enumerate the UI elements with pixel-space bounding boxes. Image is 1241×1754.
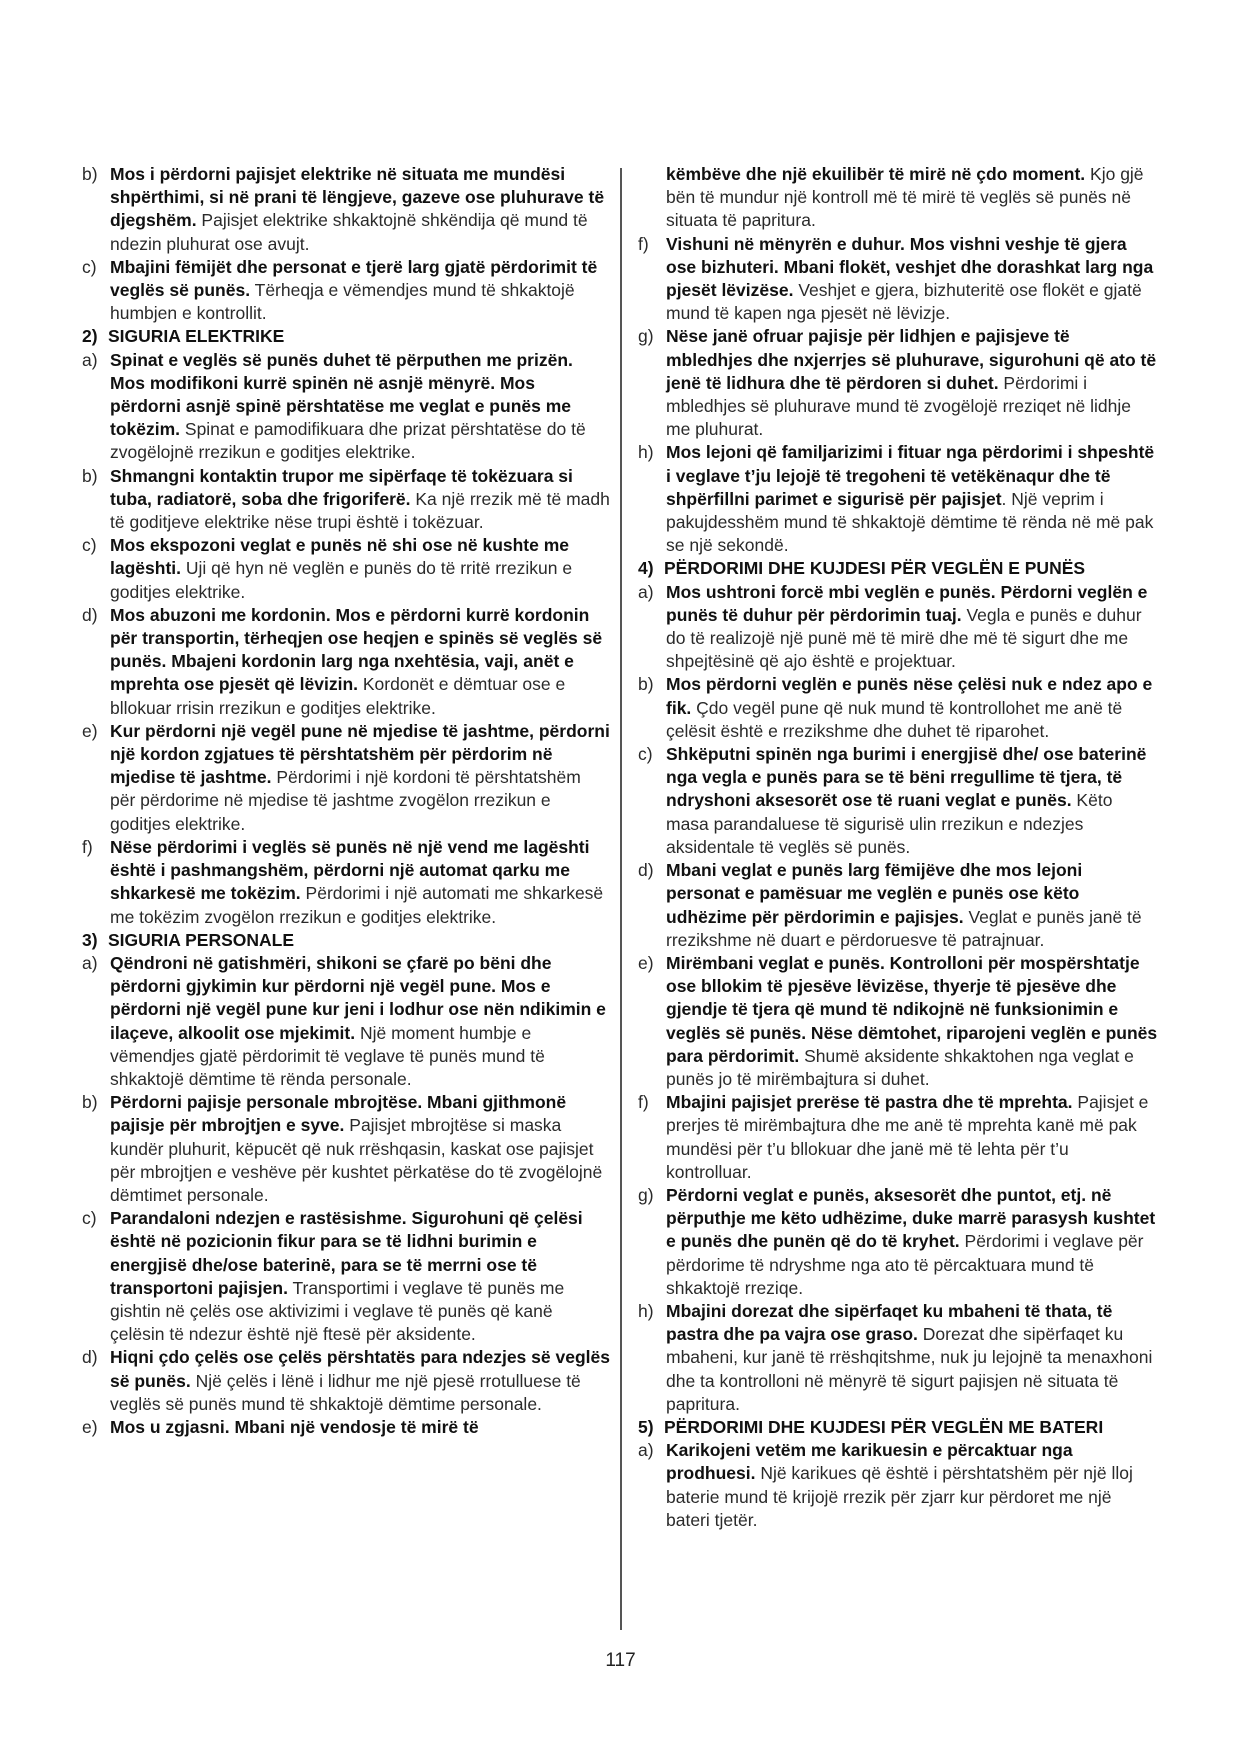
list-item	[638, 325, 1159, 441]
list-item	[638, 1439, 1159, 1532]
item-text: Veshjet e gjera, bizhuteritë ose flokët e gjatë mund të kapen nga pjesët në lëvizje.	[666, 280, 1142, 324]
section-heading	[82, 929, 610, 952]
item-text: Tërheqja e vëmendjes mund të shkaktojë humbjen e kontrollit.	[110, 280, 575, 324]
item-marker: a)	[82, 349, 98, 370]
item-bold-text: Qëndroni në gatishmëri, shikoni se çfarë po bëni dhe përdorni gjykimin kur përdorni një vegël pune. Mos e përdorni një vegël pune kur jeni i lodhur ose nën ndikimin e ilaçeve, alkoolit ose mjekimit.	[110, 952, 606, 1043]
item-marker: e)	[82, 720, 98, 741]
item-bold-text: Mbajini dorezat dhe sipërfaqet ku mbaheni të thata, të pastra dhe pa vajra ose graso.	[666, 1300, 1113, 1345]
section-title: PËRDORIMI DHE KUJDESI PËR VEGLËN ME BATERI	[664, 1416, 1104, 1437]
item-text: Këto masa parandaluese të sigurisë ulin rrezikun e ndezjes aksidentale të veglës së punës.	[666, 790, 1113, 857]
item-text: Spinat e pamodifikuara dhe prizat përshtatëse do të zvogëlojnë rrezikun e goditjes elektrike.	[110, 419, 586, 463]
item-marker: d)	[638, 860, 654, 881]
list-item	[82, 534, 610, 604]
list-item	[638, 859, 1159, 952]
item-marker: a)	[82, 952, 98, 973]
section-title: PËRDORIMI DHE KUJDESI PËR VEGLËN E PUNËS	[664, 558, 1086, 579]
item-marker: b)	[638, 674, 654, 695]
item-bold-text: Mbani veglat e punës larg fëmijëve dhe mos lejoni personat e pamësuar me veglën e punës ose këto udhëzime për përdorimin e pajisjes.	[666, 860, 1083, 927]
item-text: Veglat e punës janë të rrezikshme në duart e përdoruesve të patrajnuar.	[666, 906, 1142, 950]
list-item	[82, 952, 610, 1091]
item-bold-text: Shmangni kontaktin trupor me sipërfaqe të tokëzuara si tuba, radiatorë, soba dhe frigoriferë.	[110, 465, 573, 509]
item-bold-text: Nëse përdorimi i veglës së punës në një vend me lagështi është i pashmangshëm, përdorni një automat qarku me shkarkesë me tokëzim.	[110, 836, 590, 904]
list-item	[82, 836, 610, 929]
item-bold-text: Spinat e veglës së punës duhet të përputhen me prizën. Mos modifikoni kurrë spinën në asnjë mënyrë. Mos përdorni asnjë spinë përshtatëse me veglat e punës me tokëzim.	[110, 349, 573, 440]
section-title: SIGURIA ELEKTRIKE	[108, 326, 285, 347]
item-text: . Një veprim i pakujdesshëm mund të shkaktojë dëmtime të rënda në më pak se një sekondë.	[666, 488, 1154, 556]
item-marker: f)	[638, 233, 649, 254]
item-text: Pajisjet elektrike shkaktojnë shkëndija që mund të ndezin pluhurat ose avujt.	[110, 210, 588, 254]
item-marker: b)	[82, 164, 98, 184]
list-item	[82, 720, 610, 836]
item-bold-text: Mbajini fëmijët dhe personat e tjerë larg gjatë përdorimit të veglës së punës.	[110, 256, 598, 301]
section-number: 3)	[82, 929, 98, 950]
item-text: Përdorimi i mbledhjes së pluhurave mund të zvogëlojë rreziqet në lidhje me pluhurat.	[666, 372, 1131, 440]
list-item	[638, 743, 1159, 859]
list-item	[82, 465, 610, 535]
list-item	[82, 256, 610, 326]
item-bold-text: Mirëmbani veglat e punës. Kontrolloni për mospërshtatje ose bllokim të pjesëve lëvizëse, thyerje të pjesëve dhe gjendje të tjera që mund të ndikojnë në funksionimin e veglës së punës. Nëse dëmtohet, riparojeni veglën e punës para përdorimit.	[666, 952, 1158, 1066]
section-heading	[638, 557, 1159, 580]
item-marker: a)	[638, 581, 654, 602]
item-marker: c)	[82, 1208, 97, 1229]
item-bold-text: Kur përdorni një vegël pune në mjedise të jashtme, përdorni një kordon zgjatues të përshtatshëm për përdorim në mjedise të jashtme.	[110, 720, 610, 788]
item-marker: b)	[82, 465, 98, 486]
item-text: Pajisjet mbrojtëse si maska kundër pluhurit, këpucët që nuk rrëshqasin, kaskat ose pajisjet për mbrojtjen e veshëve për kushtet përkatëse do të zvogëlojnë dëmtimet personale.	[110, 1115, 603, 1205]
list-item	[638, 581, 1159, 674]
item-marker: d)	[82, 1347, 98, 1368]
item-text: Kjo gjë bën të mundur një kontroll më të mirë të veglës së punës në situata të papritura.	[666, 164, 1144, 231]
item-marker: e)	[82, 1416, 98, 1437]
section-heading	[638, 1416, 1159, 1439]
item-marker: c)	[82, 535, 97, 556]
item-text: Transportimi i veglave të punës me gishtin në çelës ose aktivizimi i veglave të punës që kanë çelësin të ndezur është një ftesë për aksidente.	[110, 1277, 565, 1345]
column-divider	[620, 168, 622, 1630]
item-bold-text: Mos përdorni veglën e punës nëse çelësi nuk e ndez apo e fik.	[666, 674, 1153, 718]
item-text: Uji që hyn në veglën e punës do të rritë rrezikun e goditjes elektrike.	[110, 558, 573, 602]
list-item-continuation	[638, 163, 1159, 233]
item-text: Një moment humbje e vëmendjes gjatë përdorimit të veglave të punës mund të shkaktojë dëmtime të rënda personale.	[110, 1022, 545, 1089]
item-marker: f)	[82, 836, 93, 857]
item-marker: c)	[638, 744, 653, 765]
list-item	[82, 604, 610, 720]
item-marker: h)	[638, 442, 654, 463]
list-item	[638, 1091, 1159, 1184]
item-marker: b)	[82, 1092, 98, 1113]
item-marker: g)	[638, 1184, 654, 1205]
item-marker: a)	[638, 1440, 654, 1461]
item-bold-text: Mos lejoni që familjarizimi i fituar nga përdorimi i shpeshtë i veglave t’ju lejojë të tregoheni të vetëkënaqur dhe të shpërfillni parimet e sigurisë për pajisjet	[666, 442, 1155, 509]
item-text: Kordonët e dëmtuar ose e bllokuar rrisin rrezikun e goditjes elektrike.	[110, 674, 566, 718]
item-bold-text: Mos ekspozoni veglat e punës në shi ose në kushte me lagështi.	[110, 535, 570, 579]
item-marker: d)	[82, 604, 98, 625]
item-text: Një çelës i lënë i lidhur me një pjesë rrotulluese të veglës së punës mund të shkaktojë dëmtime personale.	[110, 1370, 581, 1414]
item-bold-text: Shkëputni spinën nga burimi i energjisë dhe/ ose baterinë nga vegla e punës para se të bëni rregullime të tjera, të ndryshoni aksesorët ose të ruani veglat e punës.	[666, 744, 1147, 811]
list-item	[82, 1416, 610, 1439]
item-bold-text: Nëse janë ofruar pajisje për lidhjen e pajisjeve të mbledhjes dhe nxjerrjes së pluhurave, sigurohuni që ato të jenë të lidhura dhe të përdoren si duhet.	[666, 326, 1157, 393]
item-bold-text: Parandaloni ndezjen e rastësishme. Sigurohuni që çelësi është në pozicionin fikur para se të lidhni burimin e energjisë dhe/ose baterinë, para se të merrni ose të transportoni pajisjen.	[110, 1208, 583, 1298]
item-text: Përdorimi i një automati me shkarkesë me tokëzim zvogëlon rrezikun e goditjes elektrike.	[110, 883, 604, 927]
list-item	[638, 952, 1159, 1091]
item-bold-text: Mos i përdorni pajisjet elektrike në situata me mundësi shpërthimi, si në prani të lëngjeve, gazeve ose pluhurave të djegshëm.	[110, 164, 605, 231]
item-marker: f)	[638, 1092, 649, 1113]
list-item	[82, 1346, 610, 1416]
item-bold-text: Karikojeni vetëm me karikuesin e përcaktuar nga prodhuesi.	[666, 1440, 1073, 1484]
item-text: Ka një rrezik më të madh të goditjeve elektrike nëse trupi është i tokëzuar.	[110, 488, 610, 533]
item-text: Çdo vegël pune që nuk mund të kontrollohet me anë të çelësit është e rrezikshme dhe duhet të riparohet.	[666, 697, 1123, 741]
list-item	[82, 1091, 610, 1207]
item-text: Pajisjet e prerjes të mirëmbajtura dhe me anë të mprehta kanë më pak mundësi për t’u bllokuar dhe janë më të lehta për t’u kontrolluar.	[666, 1092, 1149, 1182]
item-bold-text: Përdorni veglat e punës, aksesorët dhe puntot, etj. në përputhje me këto udhëzime, duke marrë parasysh kushtet e punës dhe punën që do të kryhet.	[666, 1184, 1156, 1252]
item-text: Shumë aksidente shkaktohen nga veglat e punës jo të mirëmbajtura si duhet.	[666, 1045, 1134, 1089]
item-bold-text: Mos ushtroni forcë mbi veglën e punës. Përdorni veglën e punës të duhur për përdorimin tuaj.	[666, 581, 1148, 625]
right-column	[638, 163, 1159, 1532]
item-marker: h)	[638, 1300, 654, 1321]
section-number: 5)	[638, 1416, 654, 1437]
item-text: Vegla e punës e duhur do të realizojë një punë më të mirë dhe më të sigurt dhe me shpejtësinë që ajo është e projektuar.	[666, 604, 1142, 672]
page-number: 117	[605, 1650, 636, 1671]
item-text: Një karikues që është i përshtatshëm për një lloj baterie mund të krijojë rrezik për zjarr kur përdoret me një bateri tjetër.	[666, 1463, 1133, 1530]
list-item	[82, 163, 610, 256]
list-item	[638, 1184, 1159, 1300]
item-marker: e)	[638, 952, 654, 973]
left-column	[82, 163, 610, 1439]
item-bold-text: Mbajini pajisjet prerëse të pastra dhe të mprehta.	[666, 1092, 1073, 1113]
item-text: Përdorimi i një kordoni të përshtatshëm për përdorime në mjedise të jashtme zvogëlon rrezikun e goditjes elektrike.	[110, 767, 581, 834]
list-item	[638, 441, 1159, 557]
item-text: Dorezat dhe sipërfaqet ku mbaheni, kur janë të rrëshqitshme, nuk ju lejojnë ta menaxhoni dhe ta kontrolloni në mënyrë të sigurt pajisjen në situata të papritura.	[666, 1324, 1153, 1414]
item-bold-text: Vishuni në mënyrën e duhur. Mos vishni veshje të gjera ose bizhuteri. Mbani flokët, veshjet dhe dorashkat larg nga pjesët lëvizëse.	[666, 233, 1154, 301]
list-item	[82, 349, 610, 465]
item-bold-text: Mos abuzoni me kordonin. Mos e përdorni kurrë kordonin për transportin, tërheqjen ose heqjen e spinës së veglës së punës. Mbajeni kordonin larg nga nxehtësia, vaji, anët e mprehta ose pjesët që lëvizin.	[110, 604, 603, 695]
list-item	[638, 1300, 1159, 1416]
section-title: SIGURIA PERSONALE	[108, 929, 295, 950]
list-item	[638, 673, 1159, 743]
item-marker: g)	[638, 326, 654, 347]
item-bold-text: këmbëve dhe një ekuilibër të mirë në çdo moment.	[666, 164, 1086, 184]
section-number: 4)	[638, 558, 654, 579]
item-bold-text: Përdorni pajisje personale mbrojtëse. Mbani gjithmonë pajisje për mbrojtjen e syve.	[110, 1092, 567, 1136]
section-number: 2)	[82, 326, 98, 347]
list-item	[638, 233, 1159, 326]
item-text: Përdorimi i veglave për përdorime të ndryshme nga ato të përcaktuara mund të shkaktojë rreziqe.	[666, 1231, 1144, 1298]
item-bold-text: Mos u zgjasni. Mbani një vendosje të mirë të	[110, 1416, 479, 1437]
list-item	[82, 1207, 610, 1346]
section-heading	[82, 325, 610, 348]
item-marker: c)	[82, 256, 97, 277]
item-bold-text: Hiqni çdo çelës ose çelës përshtatës para ndezjes së veglës së punës.	[110, 1347, 610, 1391]
